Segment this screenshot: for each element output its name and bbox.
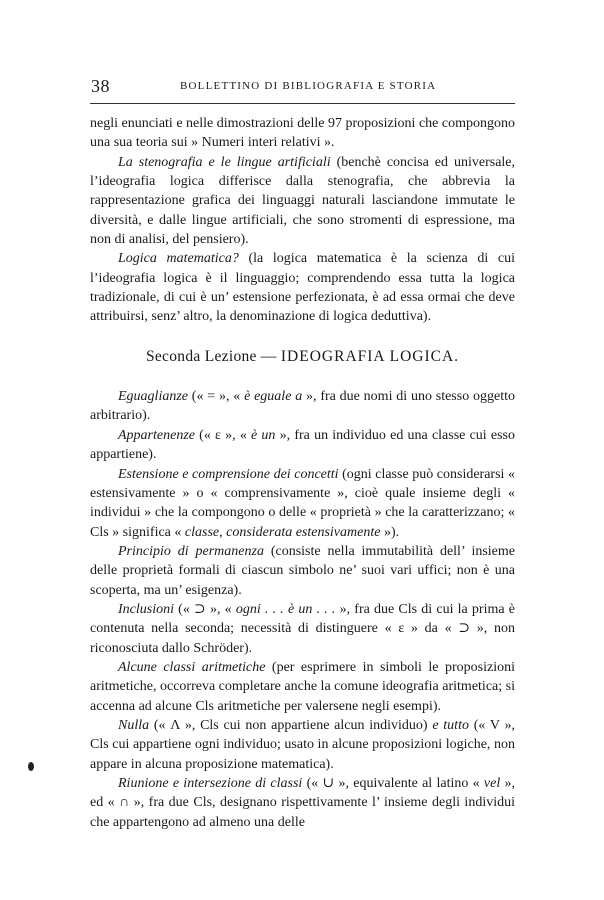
text: », fra un individuo ed una classe cui esso appartiene).	[90, 427, 515, 463]
text: (« V », Cls cui appartiene ogni individuo; usato in alcune proposizioni logiche, non appare in alcuna proposizione matematica).	[90, 717, 515, 772]
margin-ink-dot	[28, 762, 34, 771]
text: (« ∪ », equivalente al latino «	[302, 776, 484, 791]
intro-paragraph-2-text: (benchè concisa ed universale, l’ideografia logica differisce dalla stenografia, che abbrevia la rappresentazione grafica dei linguaggi naturali lasciandone immutate le diversità, e dalle lingue artificiali, che sono stromenti di espressione, ma non di analisi, del pensiero).	[90, 154, 516, 248]
term-appartenenze: Appartenenze	[118, 427, 195, 443]
intro-paragraph-3	[90, 249, 515, 326]
page-number: 38	[91, 76, 110, 96]
intro-paragraph-2	[90, 153, 515, 250]
text: (consiste nella immutabilità dell’ insieme delle proprietà formali di ciascun simbolo ne’ suoi vari uffici; non è una scoperta, ma un’ esigenza).	[90, 543, 515, 598]
running-title: BOLLETTINO DI BIBLIOGRAFIA E STORIA	[180, 80, 437, 92]
term-stenografia: La stenografia e le lingue artificiali	[118, 154, 331, 170]
term-tutto: tutto	[443, 717, 469, 733]
text: »).	[380, 524, 400, 540]
item-estensione	[90, 465, 515, 542]
text: (« Λ », Cls cui non appartiene alcun individuo)	[149, 717, 433, 733]
item-permanenza	[90, 542, 515, 600]
term-vel: vel	[483, 776, 501, 791]
text: », fra due nomi di uno stesso oggetto arbitrario).	[90, 389, 515, 424]
item-nulla-tutto	[90, 716, 515, 774]
text: », ed « ∩ », fra due Cls, designano rispettivamente l’ insieme degli individui che appartengono ad almeno una delle	[90, 776, 516, 830]
intro-paragraph-3-text: (la logica matematica è la scienza di cui l’ideografia logica è il linguaggio; comprendendo essa tutta la logica tradizionale, di cui è un’ estensione perfezionata, è ad essa ormai che deve attribuirsi, senz’ altro, la denominazione di logica deduttiva).	[90, 251, 515, 325]
term-permanenza: Principio di permanenza	[118, 543, 264, 559]
text: (« = », «	[188, 389, 245, 405]
item-appartenenze	[90, 426, 515, 465]
term-inline: è un	[251, 427, 276, 443]
item-classi-aritmetiche	[90, 658, 515, 716]
intro-paragraph-1: negli enunciati e nelle dimostrazioni delle 97 proposizioni che compongono una sua teoria sui » Numeri interi relativi ».	[90, 116, 515, 151]
section-heading: IDEOGRAFIA LOGICA.	[280, 347, 460, 365]
section-prefix: Seconda Lezione —	[145, 347, 281, 365]
header-rule	[90, 103, 515, 104]
text: (ogni classe può considerarsi « estensivamente » o « comprensivamente », cioè quale insieme degli « individui » che la compongono o delle « proprietà » che la caratterizzano; « Cls » significa «	[90, 466, 515, 540]
item-riunione-intersezione	[90, 774, 515, 832]
term-inline: classe, considerata estensivamente	[184, 524, 381, 540]
item-inclusioni	[90, 600, 515, 658]
term-riunione: Riunione e intersezione di classi	[118, 776, 303, 791]
term-inline: ogni . . . è un . . .	[235, 601, 336, 617]
term-inline: è eguale a	[244, 389, 303, 405]
term-estensione: Estensione e comprensione dei concetti	[118, 466, 339, 482]
term-classi-aritmetiche: Alcune classi aritmetiche	[118, 659, 266, 675]
item-eguaglianze	[90, 387, 515, 426]
text: (« ε », «	[194, 427, 252, 443]
text: (per esprimere in simboli le proposizioni aritmetiche, occorreva completare anche la comune ideografia aritmetica; si accenna ad alcune Cls aritmetiche per valersene negli esempi).	[90, 659, 515, 714]
section-title	[90, 347, 515, 366]
term-logica-matematica: Logica matematica?	[118, 251, 239, 267]
term-inclusioni: Inclusioni	[118, 601, 174, 617]
term-eguaglianze: Eguaglianze	[118, 389, 188, 405]
term-inline: e	[432, 717, 439, 733]
term-nulla: Nulla	[118, 717, 150, 733]
text: », fra due Cls di cui la prima è contenuta nella seconda; necessità di distinguere « ε » da « ⊃ », non riconosciuta dallo Schröder).	[90, 601, 515, 656]
page-body	[90, 114, 515, 832]
text: (« ⊃ », «	[174, 601, 236, 617]
